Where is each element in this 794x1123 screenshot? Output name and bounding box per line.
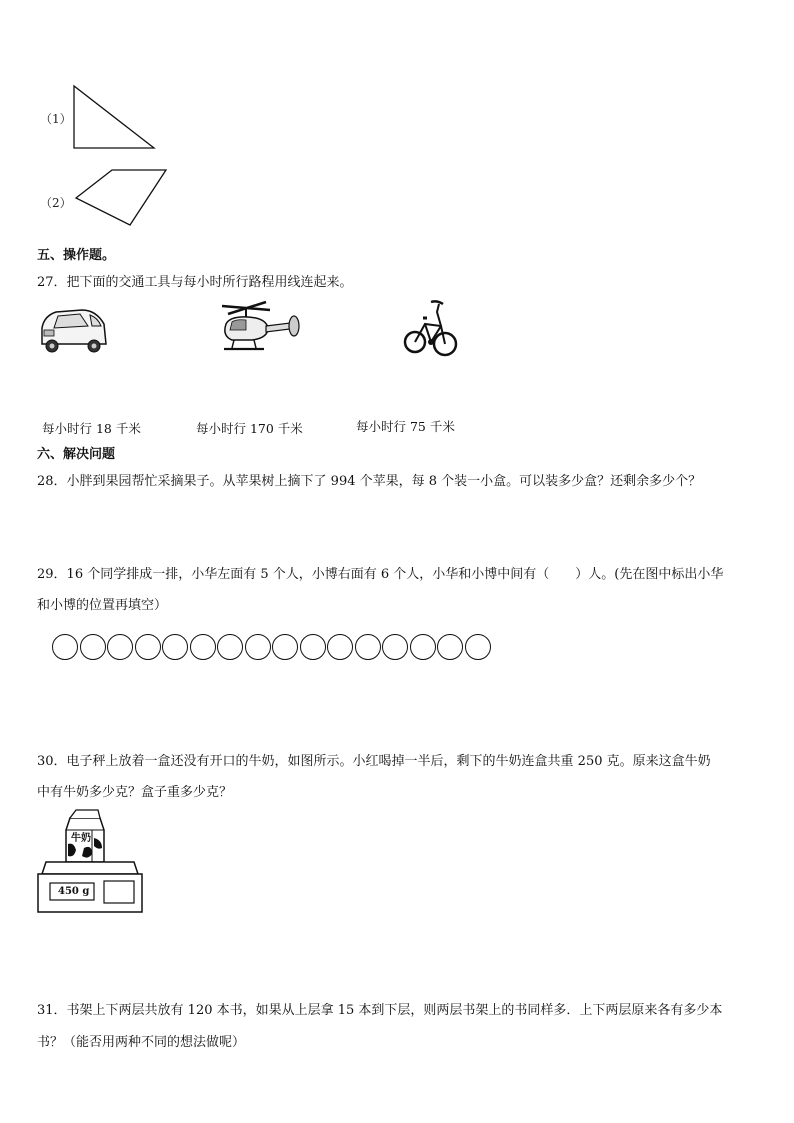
position-circle[interactable] bbox=[437, 634, 463, 660]
car-icon bbox=[38, 306, 110, 354]
section5-heading: 五、操作题。 bbox=[37, 248, 116, 263]
question-27: 27．把下面的交通工具与每小时所行路程用线连起来。 bbox=[37, 275, 353, 290]
position-circle[interactable] bbox=[382, 634, 408, 660]
question-29-line1: 29．16 个同学排成一排，小华左面有 5 个人，小博右面有 6 个人，小华和小博中间有（ ）人。(先在图中标出小华 bbox=[37, 567, 724, 582]
scale-with-milk-illustration bbox=[36, 808, 146, 914]
question-28: 28．小胖到果园帮忙采摘果子。从苹果树上摘下了 994 个苹果，每 8 个装一小盒。可以装多少盒？还剩余多少个？ bbox=[37, 474, 702, 489]
speed-label: 每小时行 75 千米 bbox=[356, 419, 455, 434]
question-31-line2: 书？（能否用两种不同的想法做呢） bbox=[37, 1035, 246, 1050]
shape2-label: （2） bbox=[40, 196, 72, 210]
helicopter-icon bbox=[218, 300, 302, 360]
shape1-label: （1） bbox=[40, 112, 72, 126]
section6-heading: 六、解决问题 bbox=[37, 447, 116, 462]
triangle-shape bbox=[70, 82, 160, 152]
scale-display: 450 g bbox=[58, 886, 90, 897]
position-circle[interactable] bbox=[190, 634, 216, 660]
position-circle[interactable] bbox=[327, 634, 353, 660]
speed-label: 每小时行 170 千米 bbox=[196, 421, 303, 436]
position-circle[interactable] bbox=[272, 634, 298, 660]
milk-carton-label: 牛奶 bbox=[71, 833, 91, 844]
question-29-line2: 和小博的位置再填空） bbox=[37, 598, 168, 613]
position-circle[interactable] bbox=[107, 634, 133, 660]
position-circle[interactable] bbox=[52, 634, 78, 660]
circle-row bbox=[52, 634, 492, 660]
rhombus-shape bbox=[72, 168, 172, 228]
position-circle[interactable] bbox=[410, 634, 436, 660]
position-circle[interactable] bbox=[245, 634, 271, 660]
question-30-line1: 30．电子秤上放着一盒还没有开口的牛奶，如图所示。小红喝掉一半后，剩下的牛奶连盒共重 250 克。原来这盒牛奶 bbox=[37, 754, 711, 769]
position-circle[interactable] bbox=[465, 634, 491, 660]
question-30-line2: 中有牛奶多少克？盒子重多少克？ bbox=[37, 785, 233, 800]
position-circle[interactable] bbox=[80, 634, 106, 660]
position-circle[interactable] bbox=[355, 634, 381, 660]
bicycle-icon bbox=[403, 298, 459, 360]
position-circle[interactable] bbox=[162, 634, 188, 660]
speed-label: 每小时行 18 千米 bbox=[42, 421, 141, 436]
question-31-line1: 31．书架上下两层共放有 120 本书，如果从上层拿 15 本到下层，则两层书架上的书同样多．上下两层原来各有多少本 bbox=[37, 1003, 723, 1018]
position-circle[interactable] bbox=[300, 634, 326, 660]
position-circle[interactable] bbox=[135, 634, 161, 660]
position-circle[interactable] bbox=[217, 634, 243, 660]
